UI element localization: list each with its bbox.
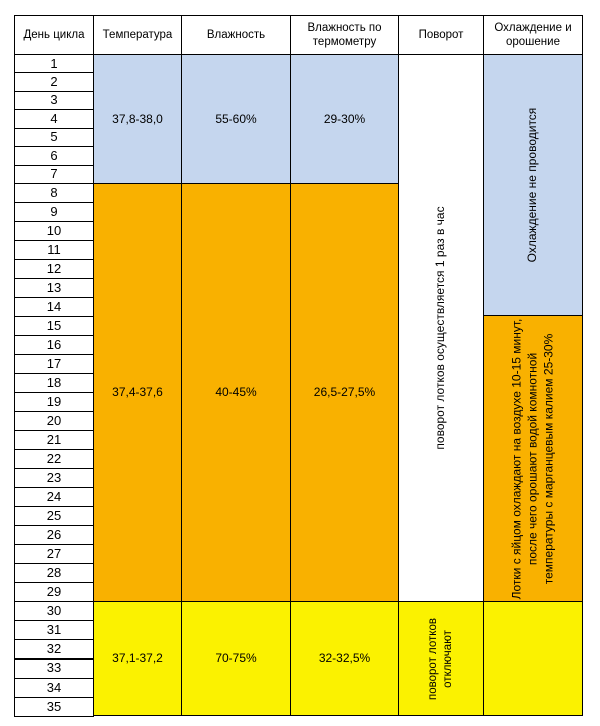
day-cell: 32 — [14, 639, 94, 659]
day-cell: 3 — [14, 91, 94, 110]
day-cell: 31 — [14, 620, 94, 640]
day-cell: 30 — [14, 601, 94, 621]
day-cell: 12 — [14, 259, 94, 279]
cooling-early-cell — [483, 54, 583, 316]
day-cell: 25 — [14, 506, 94, 526]
day-cell: 9 — [14, 202, 94, 222]
day-cell: 26 — [14, 525, 94, 545]
day-cell: 5 — [14, 128, 94, 147]
day-cell: 10 — [14, 221, 94, 241]
day-cell: 17 — [14, 354, 94, 374]
header-humidity: Влажность — [181, 15, 291, 55]
thermometer-humidity-period-1: 29-30% — [290, 54, 399, 184]
thermometer-humidity-period-3: 32-32,5% — [290, 601, 399, 716]
humidity-period-3: 70-75% — [181, 601, 291, 716]
day-cell: 34 — [14, 678, 94, 698]
temperature-period-3: 37,1-37,2 — [93, 601, 182, 716]
temperature-period-2: 37,4-37,6 — [93, 183, 182, 602]
day-cell: 14 — [14, 297, 94, 317]
day-cell: 8 — [14, 183, 94, 203]
cooling-final-cell — [483, 601, 583, 716]
day-cell: 33 — [14, 659, 94, 679]
header-thermometer-humidity: Влажность по термометру — [290, 15, 399, 55]
day-cell: 23 — [14, 468, 94, 488]
rotation-final-cell — [398, 601, 484, 716]
cooling-late-text: Лотки с яйцом охлаждают на воздухе 10-15 минут, после чего орошают водой комнотной температуры с марганцевым калием 25-30% — [509, 318, 557, 599]
day-cell: 16 — [14, 335, 94, 355]
day-cell: 15 — [14, 316, 94, 336]
day-cell: 6 — [14, 146, 94, 165]
day-cell: 24 — [14, 487, 94, 507]
cooling-early-text: Охлаждение не проводится — [525, 107, 540, 263]
day-cell: 28 — [14, 563, 94, 583]
day-cell: 18 — [14, 373, 94, 393]
humidity-period-1: 55-60% — [181, 54, 291, 184]
day-cell: 22 — [14, 449, 94, 469]
day-cell: 7 — [14, 165, 94, 184]
day-cell: 2 — [14, 72, 94, 91]
day-cell: 13 — [14, 278, 94, 298]
day-cell: 21 — [14, 430, 94, 450]
header-cooling: Охлаждение и орошение — [483, 15, 583, 55]
header-day: День цикла — [14, 15, 94, 55]
temperature-period-1: 37,8-38,0 — [93, 54, 182, 184]
day-cell: 11 — [14, 240, 94, 260]
header-rotation: Поворот — [398, 15, 484, 55]
thermometer-humidity-period-2: 26,5-27,5% — [290, 183, 399, 602]
day-cell: 4 — [14, 109, 94, 128]
cooling-late-cell — [483, 315, 583, 602]
day-cell: 29 — [14, 582, 94, 602]
day-cell: 20 — [14, 411, 94, 431]
header-temperature: Температура — [93, 15, 182, 55]
rotation-main-text: поворот лотков осуществляется 1 раз в час — [433, 206, 448, 450]
day-cell: 1 — [14, 54, 94, 73]
day-cell: 27 — [14, 544, 94, 564]
humidity-period-2: 40-45% — [181, 183, 291, 602]
day-cell: 35 — [14, 697, 94, 717]
day-cell: 19 — [14, 392, 94, 412]
rotation-main-cell — [398, 54, 484, 602]
rotation-final-text: поворот лотков отключают — [427, 617, 454, 700]
